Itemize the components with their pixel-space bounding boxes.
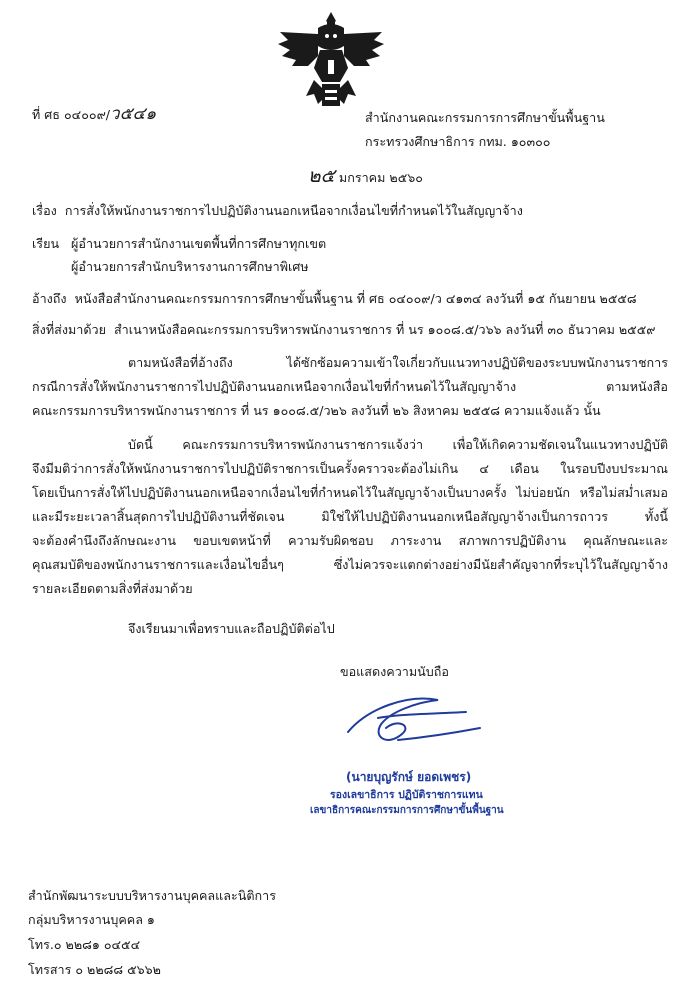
sender-address: กระทรวงศึกษาธิการ กทม. ๑๐๓๐๐ [365, 134, 551, 149]
signer-title-1: รองเลขาธิการ ปฏิบัติราชการแทน [330, 789, 483, 801]
reference-handwritten: ว๕๔๑ [110, 104, 157, 124]
handwritten-signature [338, 688, 488, 754]
date-day-handwritten: ๒๕ [308, 165, 335, 187]
signer-title-2: เลขาธิการคณะกรรมการการศึกษาขั้นพื้นฐาน [310, 805, 504, 816]
para2-line: โดยเป็นการสั่งให้ไปปฏิบัติงานนอกเหนือจากเงื่อนไขที่กำหนดไว้ในสัญญาจ้างเป็นบางครั้ง ไม่บ่อยนัก หรือไม่สม่ำเสมอ [32, 485, 668, 500]
regards: ขอแสดงความนับถือ [340, 664, 449, 679]
enclosure-label: สิ่งที่ส่งมาด้วย [32, 322, 106, 337]
sender-organization: สำนักงานคณะกรรมการการศึกษาขั้นพื้นฐาน [365, 110, 605, 125]
reference-prefix: ที่ ศธ ๐๔๐๐๙/ [32, 107, 111, 122]
para2-line: จึงมีมติว่าการสั่งให้พนักงานราชการไปปฏิบัติราชการเป็นครั้งคราวจะต้องไม่เกิน ๔ เดือน ในรอบปีงบประมาณ [32, 461, 668, 476]
date-month-year: มกราคม ๒๕๖๐ [338, 170, 423, 185]
footer-group: กลุ่มบริหารงานบุคคล ๑ [28, 912, 155, 927]
reference-label: อ้างถึง [32, 291, 67, 306]
subject-label: เรื่อง [32, 203, 57, 218]
recipient-label: เรียน [32, 236, 60, 251]
signer-name: (นายบุญรักษ์ ยอดเพชร) [346, 770, 472, 784]
recipient-line-1 [32, 236, 59, 252]
footer-fax: โทรสาร ๐ ๒๒๘๘ ๕๖๖๒ [28, 962, 161, 977]
reference-number [32, 106, 156, 123]
para1-line: คณะกรรมการบริหารพนักงานราชการ ที่ นร ๑๐๐๘.๕/ว๒๖ ลงวันที่ ๒๖ สิงหาคม ๒๕๕๘ ความแจ้งแล้ว นั้น [32, 403, 601, 418]
para2-line: บัดนี้ คณะกรรมการบริหารพนักงานราชการแจ้งว่า เพื่อให้เกิดความชัดเจนในแนวทางปฏิบัติ [128, 437, 668, 452]
para1-line: ตามหนังสือที่อ้างถึง ได้ซักซ้อมความเข้าใจเกี่ยวกับแนวทางปฏิบัติของระบบพนักงานราชการ [128, 355, 668, 370]
enclosure-text: สำเนาหนังสือคณะกรรมการบริหารพนักงานราชการ ที่ นร ๑๐๐๘.๕/ว๖๖ ลงวันที่ ๓๐ ธันวาคม ๒๕๕๙ [114, 322, 656, 337]
para1-line: กรณีการสั่งให้พนักงานราชการไปปฏิบัติงานนอกเหนือจากเงื่อนไขที่กำหนดไว้ในสัญญาจ้าง ตามหนังสือ [32, 379, 668, 394]
footer-phone: โทร.๐ ๒๒๘๑ ๐๔๕๔ [28, 937, 141, 952]
para2-line: คุณสมบัติของพนักงานราชการและเงื่อนไขอื่นๆ ซึ่งไม่ควรจะแตกต่างอย่างมีนัยสำคัญจากที่ระบุไว้ในสัญญาจ้าง [32, 557, 668, 572]
para2-line: รายละเอียดตามสิ่งที่ส่งมาด้วย [32, 581, 193, 596]
recipient-1: ผู้อำนวยการสำนักงานเขตพื้นที่การศึกษาทุกเขต [71, 236, 327, 251]
para2-line: และมีระยะเวลาสิ้นสุดการไปปฏิบัติงานที่ชัดเจน มิใช่ให้ไปปฏิบัติงานนอกเหนือสัญญาจ้างเป็นการถาวร ทั้งนี้ [32, 509, 668, 524]
para2-line: จะต้องคำนึงถึงลักษณะงาน ขอบเขตหน้าที่ ความรับผิดชอบ ภาระงาน สภาพการปฏิบัติงาน คุณลักษณะและ [32, 533, 668, 548]
enclosure-line [32, 322, 655, 338]
footer-department: สำนักพัฒนาระบบบริหารงานบุคคลและนิติการ [28, 888, 277, 903]
recipient-2: ผู้อำนวยการสำนักบริหารงานการศึกษาพิเศษ [71, 259, 309, 274]
closing-sentence: จึงเรียนมาเพื่อทราบและถือปฏิบัติต่อไป [128, 621, 335, 636]
letter-date [308, 165, 423, 187]
subject-text: การสั่งให้พนักงานราชการไปปฏิบัติงานนอกเหนือจากเงื่อนไขที่กำหนดไว้ในสัญญาจ้าง [64, 203, 523, 218]
reference-line [32, 291, 637, 307]
garuda-emblem-icon [274, 10, 388, 114]
subject-line [32, 203, 523, 219]
reference-text: หนังสือสำนักงานคณะกรรมการการศึกษาขั้นพื้นฐาน ที่ ศธ ๐๔๐๐๙/ว ๔๑๓๔ ลงวันที่ ๑๕ กันยายน ๒๕๕๘ [74, 291, 637, 306]
